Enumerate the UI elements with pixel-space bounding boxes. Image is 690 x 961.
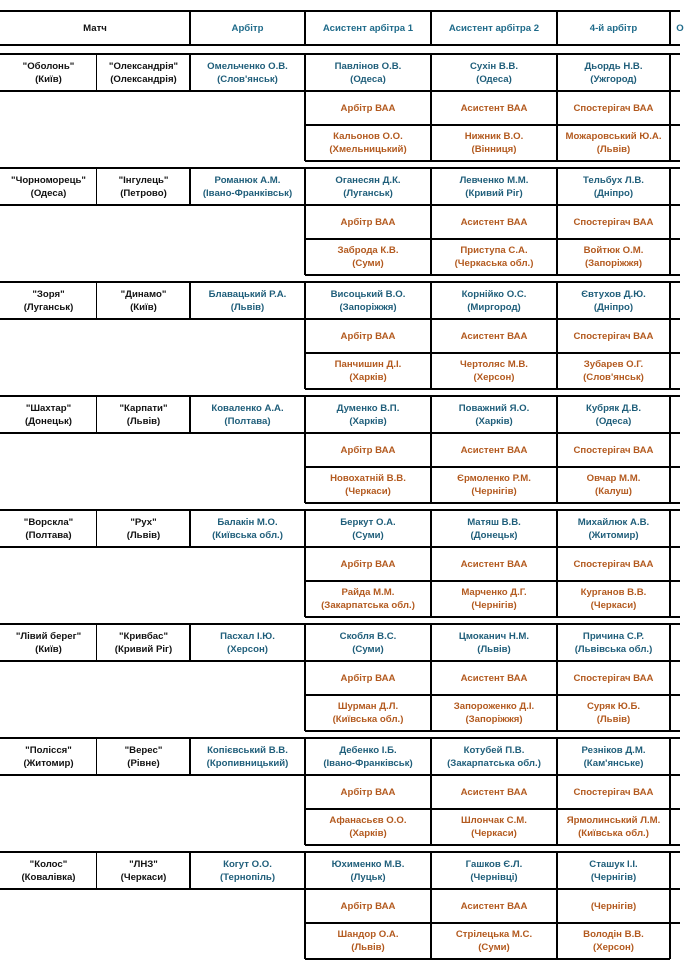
- var-observer-label: Спостерігач ВАА: [573, 102, 654, 114]
- var-referee-label: Арбітр ВАА: [340, 672, 396, 684]
- assistant-2: Цмоканич Н.М. (Львів): [458, 630, 530, 655]
- away-team: "Олександрія" (Олександрія): [108, 60, 179, 85]
- referee: Когут О.О. (Тернопіль): [219, 858, 276, 883]
- var-assistant: Марченко Д.Г. (Чернігів): [461, 587, 527, 611]
- var-observer: Можаровський Ю.А. (Львів): [565, 131, 662, 155]
- var-referee: Шандор О.А. (Львів): [337, 929, 399, 953]
- home-team: "Зоря" (Луганськ): [23, 288, 74, 313]
- var-assistant-label: Асистент ВАА: [460, 216, 528, 228]
- away-team: "Карпати" (Львів): [119, 402, 168, 427]
- header-cut-column: О: [676, 22, 684, 34]
- var-referee: Шурман Д.Л. (Київська обл.): [332, 701, 404, 725]
- assistant-1: Оганесян Д.К. (Луганськ): [335, 174, 401, 199]
- referee: Пасхал І.Ю. (Херсон): [220, 630, 275, 655]
- header-assistant-1: Асистент арбітра 1: [322, 22, 414, 34]
- var-referee-label: Арбітр ВАА: [340, 444, 396, 456]
- var-referee: Панчишин Д.І. (Харків): [334, 359, 402, 383]
- var-assistant: Стрілецька М.С. (Суми): [455, 929, 533, 953]
- var-observer-label: Спостерігач ВАА: [573, 786, 654, 798]
- home-team: "Чорноморець" (Одеса): [11, 174, 86, 199]
- var-observer-label: Спостерігач ВАА: [573, 216, 654, 228]
- var-referee-label: Арбітр ВАА: [340, 330, 396, 342]
- assistant-1: Павлінов О.В. (Одеса): [334, 60, 402, 85]
- assistant-1: Беркут О.А. (Суми): [340, 516, 396, 541]
- var-observer-label: Спостерігач ВАА: [573, 444, 654, 456]
- away-team: "ЛНЗ" (Черкаси): [120, 858, 167, 883]
- assistant-1: Юхименко М.В. (Луцьк): [331, 858, 405, 883]
- var-referee-label: Арбітр ВАА: [340, 102, 396, 114]
- var-assistant: Приступа С.А. (Черкаська обл.): [454, 245, 534, 269]
- var-observer: Курганов В.В. (Черкаси): [580, 587, 647, 611]
- away-team: "Рух" (Львів): [126, 516, 161, 541]
- header-match: Матч: [83, 22, 107, 34]
- var-observer: Овчар М.М. (Калуш): [586, 473, 641, 497]
- var-assistant: Запороженко Д.І. (Запоріжжя): [453, 701, 535, 725]
- var-referee: Афанасьєв О.О. (Харків): [329, 815, 407, 839]
- var-observer: Володін В.В. (Херсон): [583, 929, 644, 953]
- var-assistant-label: Асистент ВАА: [460, 786, 528, 798]
- assistant-2: Гашков Є.Л. (Чернівці): [465, 858, 523, 883]
- var-referee-label: Арбітр ВАА: [340, 558, 396, 570]
- var-observer: Войтюк О.М. (Запоріжжя): [583, 245, 644, 269]
- fourth-official: Причина С.Р. (Львівська обл.): [574, 630, 653, 655]
- home-team: "Оболонь" (Київ): [22, 60, 75, 85]
- referee: Романюк А.М. (Івано-Франківськ): [202, 174, 293, 199]
- fourth-official: Михайлюк А.В. (Житомир): [577, 516, 650, 541]
- var-observer-label: Спостерігач ВАА: [573, 558, 654, 570]
- var-observer-label: Спостерігач ВАА: [573, 330, 654, 342]
- var-assistant: Шлончак С.М. (Черкаси): [461, 815, 527, 839]
- var-assistant: Нижник В.О. (Вінниця): [464, 131, 524, 155]
- var-referee-label: Арбітр ВАА: [340, 786, 396, 798]
- var-observer-label: Спостерігач ВАА: [573, 672, 654, 684]
- away-team: "Кривбас" (Кривий Ріг): [114, 630, 173, 655]
- var-observer: Зубарев О.Г. (Слов'янськ): [583, 359, 644, 383]
- var-observer: Суряк Ю.Б. (Львів): [586, 701, 641, 725]
- referee: Балакін М.О. (Київська обл.): [212, 516, 283, 541]
- var-observer: Ярмолинський Л.М. (Київська обл.): [566, 815, 661, 839]
- away-team: "Динамо" (Київ): [120, 288, 167, 313]
- header-referee: Арбітр: [231, 22, 264, 34]
- var-referee: Заброда К.В. (Суми): [337, 245, 399, 269]
- referee: Коваленко А.А. (Полтава): [211, 402, 284, 427]
- assistant-2: Корнійко О.С. (Миргород): [461, 288, 527, 313]
- assistant-2: Сухін В.В. (Одеса): [469, 60, 519, 85]
- var-assistant-label: Асистент ВАА: [460, 672, 528, 684]
- assistant-1: Скобля В.С. (Суми): [339, 630, 397, 655]
- var-referee: Новохатній В.В. (Черкаси): [330, 473, 406, 497]
- var-referee: Кальонов О.О. (Хмельницький): [329, 131, 407, 155]
- home-team: "Лівий берег" (Київ): [15, 630, 82, 655]
- header-fourth-official: 4-й арбітр: [589, 22, 638, 34]
- var-assistant-label: Асистент ВАА: [460, 444, 528, 456]
- var-referee: Райда М.М. (Закарпатська обл.): [321, 587, 415, 611]
- fourth-official: Тельбух Л.В. (Дніпро): [583, 174, 644, 199]
- referee: Омельченко О.В. (Слов'янськ): [207, 60, 288, 85]
- fourth-official: Євтухов Д.Ю. (Дніпро): [581, 288, 646, 313]
- var-assistant-label: Асистент ВАА: [460, 102, 528, 114]
- var-observer-label: (Чернігів): [590, 900, 637, 912]
- var-assistant: Єрмоленко Р.М. (Чернігів): [457, 473, 531, 497]
- fourth-official: Резніков Д.М. (Кам'янське): [581, 744, 646, 769]
- home-team: "Полісся" (Житомир): [23, 744, 74, 769]
- fourth-official: Дьордь Н.В. (Ужгород): [584, 60, 643, 85]
- home-team: "Колос" (Ковалівка): [21, 858, 76, 883]
- header-assistant-2: Асистент арбітра 2: [448, 22, 540, 34]
- fourth-official: Сташук І.І. (Чернігів): [589, 858, 638, 883]
- assistant-1: Висоцький В.О. (Запоріжжя): [330, 288, 406, 313]
- var-referee-label: Арбітр ВАА: [340, 216, 396, 228]
- assistant-2: Котубей П.В. (Закарпатська обл.): [447, 744, 541, 769]
- var-assistant-label: Асистент ВАА: [460, 900, 528, 912]
- var-assistant: Чертоляс М.В. (Херсон): [460, 359, 528, 383]
- referee: Копієвський В.В. (Кропивницький): [206, 744, 289, 769]
- fourth-official: Кубряк Д.В. (Одеса): [585, 402, 641, 427]
- assistant-2: Матяш В.В. (Донецьк): [467, 516, 521, 541]
- home-team: "Ворскла" (Полтава): [23, 516, 74, 541]
- assistant-2: Поважний Я.О. (Харків): [458, 402, 530, 427]
- home-team: "Шахтар" (Донецьк): [25, 402, 72, 427]
- away-team: "Інгулець" (Петрово): [118, 174, 169, 199]
- var-assistant-label: Асистент ВАА: [460, 558, 528, 570]
- assistant-1: Думенко В.П. (Харків): [336, 402, 400, 427]
- assistant-2: Левченко М.М. (Кривий Ріг): [459, 174, 529, 199]
- assistant-1: Дебенко І.Б. (Івано-Франківськ): [323, 744, 413, 769]
- var-referee-label: Арбітр ВАА: [340, 900, 396, 912]
- away-team: "Верес" (Рівне): [124, 744, 163, 769]
- var-assistant-label: Асистент ВАА: [460, 330, 528, 342]
- referee: Блавацький Р.А. (Львів): [208, 288, 287, 313]
